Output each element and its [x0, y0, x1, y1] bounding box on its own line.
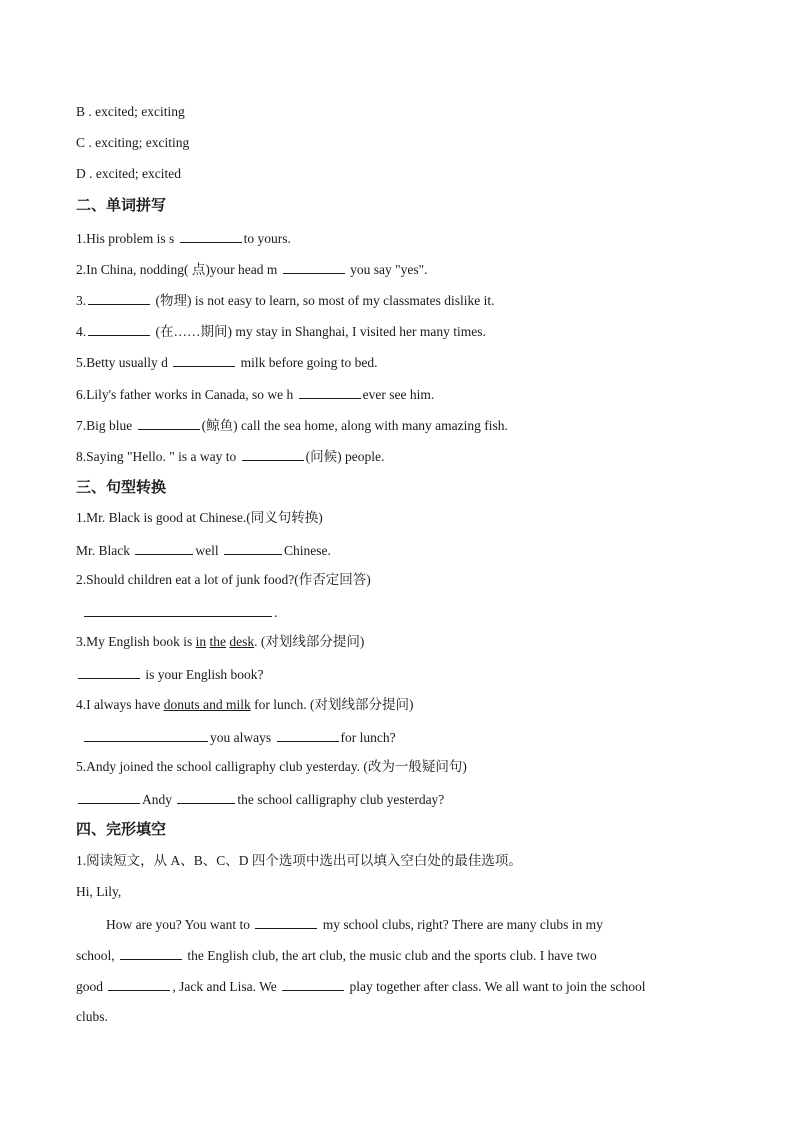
- item-text: (物理) is not easy to learn, so most of my classmates dislike it.: [155, 293, 495, 308]
- item-text: 3.: [76, 293, 87, 308]
- cloze-blank-1[interactable]: [255, 914, 317, 929]
- passage-text: How are you? You want to: [106, 917, 250, 932]
- passage-text: , Jack and Lisa. We: [172, 979, 277, 994]
- item-text: 7.Big blue: [76, 418, 133, 433]
- section-heading-spelling: 二、单词拼写: [76, 196, 167, 214]
- answer-blank[interactable]: [135, 540, 193, 555]
- answer-blank[interactable]: [78, 789, 140, 804]
- option-letter: D .: [76, 166, 93, 181]
- cloze-blank-3[interactable]: [108, 976, 170, 991]
- question-text: 4.I always have: [76, 697, 161, 712]
- answer-text: Andy: [142, 792, 172, 807]
- option-c: [76, 134, 189, 152]
- item-text: milk before going to bed.: [240, 355, 378, 370]
- answer-blank[interactable]: [224, 540, 282, 555]
- option-b: [76, 103, 185, 121]
- option-text: exciting; exciting: [95, 135, 190, 150]
- answer-blank[interactable]: [177, 789, 235, 804]
- passage-text: the English club, the art club, the music club and the sports club. I have two: [187, 948, 597, 963]
- transform-q3-answer: [76, 664, 264, 684]
- question-text: for lunch. (对划线部分提问): [254, 697, 414, 712]
- spelling-item-8: [76, 446, 384, 466]
- underlined-word: in: [195, 634, 207, 649]
- answer-blank[interactable]: [180, 228, 242, 243]
- answer-blank[interactable]: [78, 664, 140, 679]
- section-heading-cloze: 四、完形填空: [76, 820, 167, 838]
- answer-text: you always: [210, 730, 272, 745]
- transform-q5: 5.Andy joined the school calligraphy club yesterday. (改为一般疑问句): [76, 759, 467, 774]
- option-letter: C .: [76, 135, 92, 150]
- item-text: 4.: [76, 324, 87, 339]
- answer-blank[interactable]: [84, 727, 208, 742]
- item-text: (鲸鱼) call the sea home, along with many amazing fish.: [201, 418, 508, 433]
- transform-q2-answer: [82, 602, 277, 622]
- item-text: you say "yes".: [350, 262, 428, 277]
- transform-q3: [76, 633, 364, 651]
- item-text: 8.Saying "Hello. " is a way to: [76, 449, 237, 464]
- letter-greeting: Hi, Lily,: [76, 884, 122, 899]
- answer-text: Mr. Black: [76, 543, 130, 558]
- spelling-item-1: [76, 228, 291, 248]
- underlined-word: desk: [229, 634, 255, 649]
- passage-line-1: [106, 914, 603, 934]
- answer-blank[interactable]: [283, 259, 345, 274]
- spelling-item-7: [76, 415, 508, 435]
- spelling-item-6: [76, 384, 434, 404]
- item-text: 5.Betty usually d: [76, 355, 168, 370]
- question-text: 3.My English book is: [76, 634, 193, 649]
- item-text: (在……期间) my stay in Shanghai, I visited her many times.: [155, 324, 486, 339]
- passage-line-2: [76, 945, 597, 965]
- option-text: excited; exciting: [95, 104, 185, 119]
- cloze-instruction: 1.阅读短文，从 A、B、C、D 四个选项中选出可以填入空白处的最佳选项。: [76, 853, 522, 868]
- spelling-item-2: [76, 259, 427, 279]
- item-text: ever see him.: [362, 387, 435, 402]
- answer-blank[interactable]: [242, 446, 304, 461]
- answer-text: is your English book?: [145, 667, 264, 682]
- spelling-item-5: [76, 352, 377, 372]
- cloze-blank-2[interactable]: [120, 945, 182, 960]
- transform-q2: 2.Should children eat a lot of junk food?(作否定回答): [76, 572, 371, 587]
- answer-blank[interactable]: [88, 321, 150, 336]
- answer-blank[interactable]: [173, 352, 235, 367]
- answer-blank[interactable]: [88, 290, 150, 305]
- item-text: to yours.: [243, 231, 291, 246]
- passage-line-4: clubs.: [76, 1009, 108, 1024]
- transform-q1-answer: [76, 540, 331, 560]
- item-text: (问候) people.: [305, 449, 385, 464]
- section-heading-transform: 三、句型转换: [76, 478, 167, 496]
- item-text: 2.In China, nodding( 点)your head m: [76, 262, 278, 277]
- option-d: [76, 165, 181, 183]
- answer-blank[interactable]: [299, 384, 361, 399]
- option-letter: B .: [76, 104, 92, 119]
- item-text: 1.His problem is s: [76, 231, 175, 246]
- answer-text: for lunch?: [340, 730, 396, 745]
- underlined-phrase: donuts and milk: [163, 697, 251, 712]
- passage-text: my school clubs, right? There are many clubs in my: [322, 917, 603, 932]
- cloze-blank-4[interactable]: [282, 976, 344, 991]
- passage-text: school,: [76, 948, 115, 963]
- answer-text: Chinese.: [284, 543, 331, 558]
- question-text: . (对划线部分提问): [254, 634, 365, 649]
- answer-blank[interactable]: [138, 415, 200, 430]
- answer-end: .: [274, 605, 278, 620]
- passage-text: good: [76, 979, 103, 994]
- passage-line-3: [76, 976, 645, 996]
- underlined-word: the: [209, 634, 227, 649]
- transform-q4-answer: [82, 727, 396, 747]
- passage-text: play together after class. We all want to join the school: [349, 979, 646, 994]
- spelling-item-4: [76, 321, 486, 341]
- answer-blank[interactable]: [84, 602, 272, 617]
- transform-q4: [76, 696, 413, 714]
- spelling-item-3: [76, 290, 494, 310]
- transform-q5-answer: [76, 789, 444, 809]
- answer-blank[interactable]: [277, 727, 339, 742]
- answer-text: well: [195, 543, 219, 558]
- option-text: excited; excited: [95, 166, 181, 181]
- answer-text: the school calligraphy club yesterday?: [237, 792, 445, 807]
- item-text: 6.Lily's father works in Canada, so we h: [76, 387, 294, 402]
- transform-q1: 1.Mr. Black is good at Chinese.(同义句转换): [76, 510, 323, 525]
